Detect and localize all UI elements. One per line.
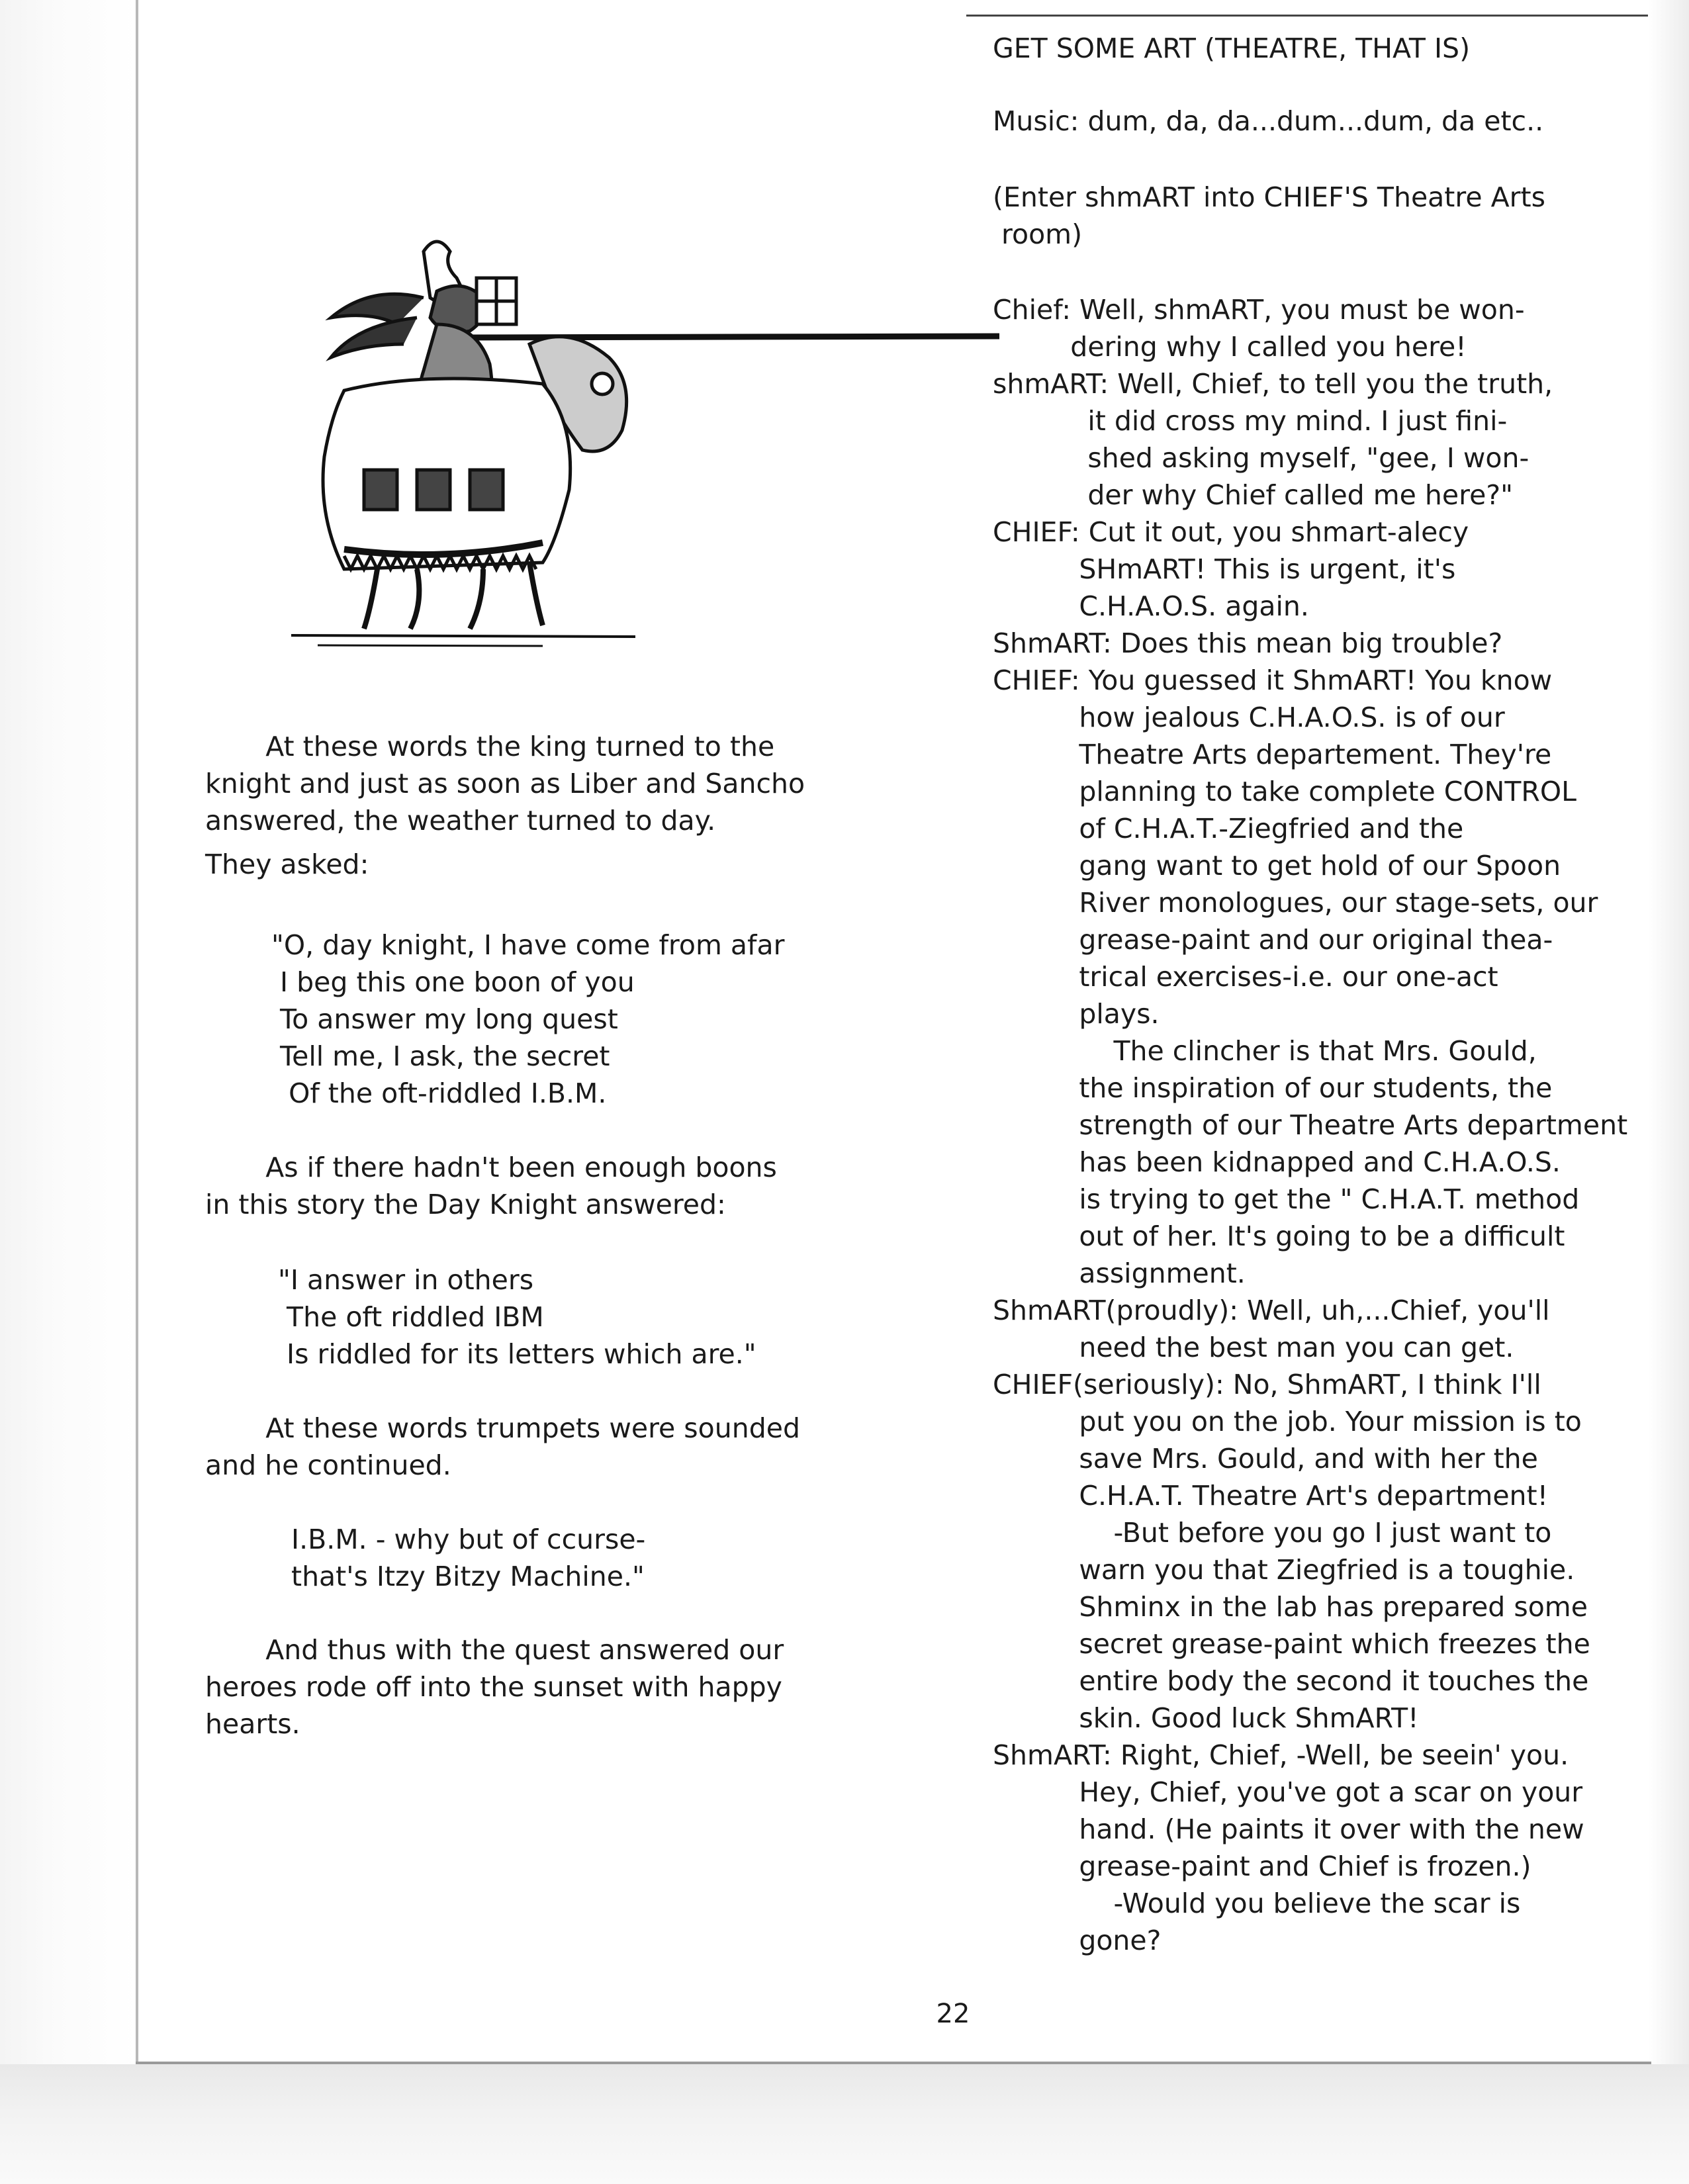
dialogue-line: shed asking myself, "gee, I won- — [993, 442, 1529, 474]
story-line: and he continued. — [205, 1449, 451, 1481]
dialogue-line: C.H.A.T. Theatre Art's department! — [993, 1480, 1549, 1512]
dialogue-line: -But before you go I just want to — [993, 1517, 1552, 1549]
dialogue-line: gone? — [993, 1925, 1162, 1956]
script-title: GET SOME ART (THEATRE, THAT IS) — [993, 32, 1471, 64]
verse-line: "I answer in others — [278, 1264, 534, 1296]
dialogue-line: shmART: Well, Chief, to tell you the truth, — [993, 368, 1553, 400]
dialogue-line: dering why I called you here! — [993, 331, 1467, 363]
verse-line: I beg this one boon of you — [271, 966, 635, 998]
verse-line: To answer my long quest — [271, 1003, 618, 1035]
dialogue-line: how jealous C.H.A.O.S. is of our — [993, 702, 1505, 733]
dialogue-line: hand. (He paints it over with the new — [993, 1813, 1584, 1845]
story-line: knight and just as soon as Liber and Sancho — [205, 768, 805, 799]
dialogue-line: gang want to get hold of our Spoon — [993, 850, 1561, 882]
dialogue-line: strength of our Theatre Arts department — [993, 1109, 1628, 1141]
story-line: As if there hadn't been enough boons — [205, 1152, 777, 1183]
dialogue-line: skin. Good luck ShmART! — [993, 1702, 1419, 1734]
page-fold-line — [136, 0, 138, 2065]
dialogue-line: CHIEF(seriously): No, ShmART, I think I'll — [993, 1369, 1541, 1400]
dialogue-line: CHIEF: You guessed it ShmART! You know — [993, 664, 1553, 696]
dialogue-line: SHmART! This is urgent, it's — [993, 553, 1456, 585]
dialogue-line: grease-paint and our original thea- — [993, 924, 1553, 956]
verse-line: Of the oft-riddled I.B.M. — [271, 1077, 607, 1109]
dialogue-line: warn you that Ziegfried is a toughie. — [993, 1554, 1575, 1586]
dialogue-line: entire body the second it touches the — [993, 1665, 1589, 1697]
dialogue-line: Theatre Arts departement. They're — [993, 739, 1552, 770]
scan-left-margin — [0, 0, 139, 2184]
dialogue-line: ShmART: Does this mean big trouble? — [993, 627, 1503, 659]
verse-line: that's Itzy Bitzy Machine." — [291, 1561, 645, 1592]
dialogue-line: CHIEF: Cut it out, you shmart-alecy — [993, 516, 1469, 548]
dialogue-line: is trying to get the " C.H.A.T. method — [993, 1183, 1580, 1215]
dialogue-line: planning to take complete CONTROL — [993, 776, 1576, 807]
story-line: They asked: — [205, 848, 369, 880]
dialogue-line: grease-paint and Chief is frozen.) — [993, 1850, 1531, 1882]
dialogue-line: secret grease-paint which freezes the — [993, 1628, 1590, 1660]
verse-line: The oft riddled IBM — [278, 1301, 544, 1333]
story-line: heroes rode off into the sunset with happy — [205, 1671, 782, 1703]
dialogue-line: Chief: Well, shmART, you must be won- — [993, 294, 1525, 326]
dialogue-line: plays. — [993, 998, 1160, 1030]
dialogue-line: the inspiration of our students, the — [993, 1072, 1553, 1104]
stage-direction: room) — [993, 218, 1083, 250]
page-number: 22 — [936, 1999, 970, 2029]
verse-line: I.B.M. - why but of ccurse- — [291, 1524, 646, 1555]
story-line: hearts. — [205, 1708, 300, 1740]
dialogue-line: has been kidnapped and C.H.A.O.S. — [993, 1146, 1561, 1178]
scan-right-shadow — [1648, 0, 1689, 2184]
dialogue-line: C.H.A.O.S. again. — [993, 590, 1309, 622]
dialogue-line: The clincher is that Mrs. Gould, — [993, 1035, 1537, 1067]
story-line: answered, the weather turned to day. — [205, 805, 716, 837]
verse-line: Is riddled for its letters which are." — [278, 1338, 756, 1370]
dialogue-line: trical exercises-i.e. our one-act — [993, 961, 1498, 993]
dialogue-line: ShmART: Right, Chief, -Well, be seein' you. — [993, 1739, 1569, 1771]
story-line: At these words the king turned to the — [205, 731, 775, 762]
stage-direction: (Enter shmART into CHIEF'S Theatre Arts — [993, 181, 1545, 213]
dialogue-line: out of her. It's going to be a difficult — [993, 1220, 1565, 1252]
story-line: in this story the Day Knight answered: — [205, 1189, 726, 1220]
music-cue: Music: dum, da, da...dum...dum, da etc.. — [993, 105, 1544, 137]
dialogue-line: der why Chief called me here?" — [993, 479, 1513, 511]
verse-line: "O, day knight, I have come from afar — [271, 929, 785, 961]
verse-line: Tell me, I ask, the secret — [271, 1040, 610, 1072]
dialogue-line: of C.H.A.T.-Ziegfried and the — [993, 813, 1464, 844]
scan-bottom-shadow — [0, 2064, 1689, 2184]
story-line: At these words trumpets were sounded — [205, 1412, 800, 1444]
dialogue-line: need the best man you can get. — [993, 1332, 1514, 1363]
dialogue-line: put you on the job. Your mission is to — [993, 1406, 1582, 1437]
dialogue-line: Shminx in the lab has prepared some — [993, 1591, 1588, 1623]
story-line: And thus with the quest answered our — [205, 1634, 784, 1666]
knight-illustration — [265, 232, 1006, 655]
dialogue-line: ShmART(proudly): Well, uh,...Chief, you'll — [993, 1295, 1550, 1326]
dialogue-line: -Would you believe the scar is — [993, 1888, 1521, 1919]
dialogue-line: it did cross my mind. I just fini- — [993, 405, 1508, 437]
top-rule — [966, 15, 1648, 17]
dialogue-line: save Mrs. Gould, and with her the — [993, 1443, 1538, 1475]
dialogue-line: assignment. — [993, 1257, 1246, 1289]
dialogue-line: River monologues, our stage-sets, our — [993, 887, 1598, 919]
dialogue-line: Hey, Chief, you've got a scar on your — [993, 1776, 1583, 1808]
